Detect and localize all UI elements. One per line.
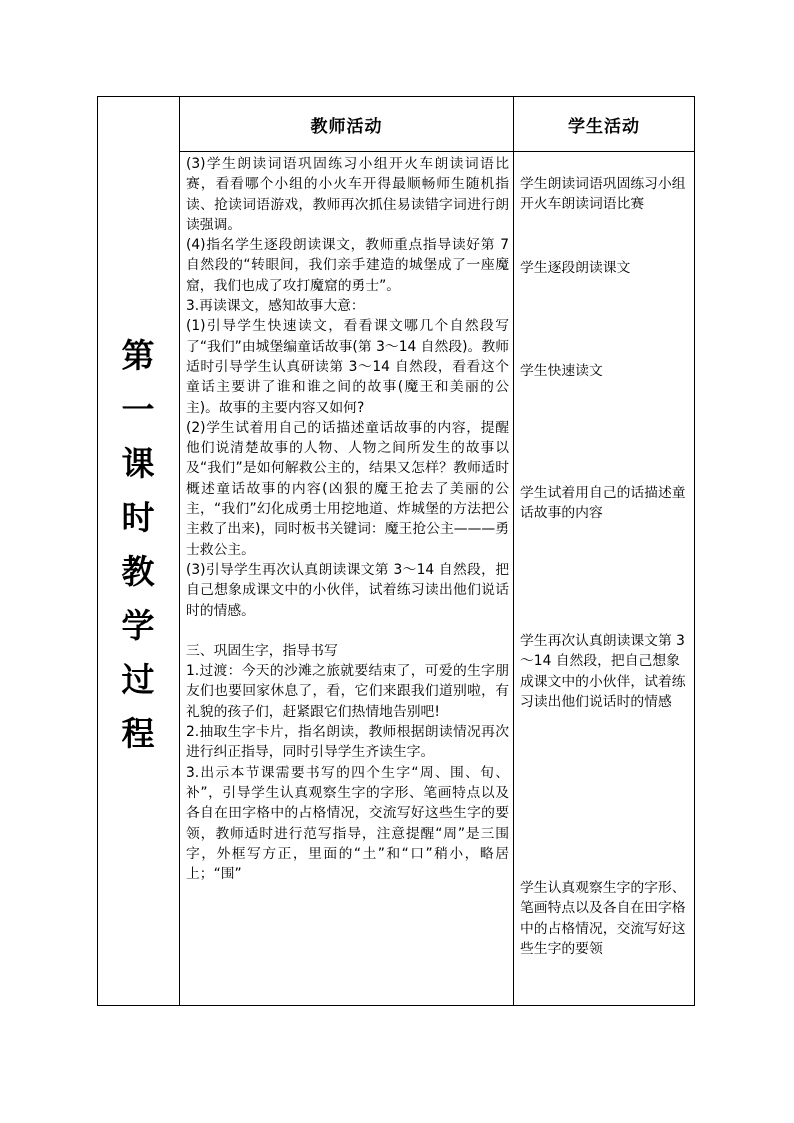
student-activity-item: 学生朗读词语巩固练习小组开火车朗读词语比赛 (520, 176, 686, 213)
table-header-row (98, 97, 695, 152)
teacher-activity-header: 教师活动 (180, 97, 514, 152)
teacher-activity-cell (180, 152, 514, 1006)
student-activity-header: 学生活动 (514, 97, 695, 152)
student-activity-item: 学生快速读文 (520, 363, 603, 379)
student-activity-item: 学生认真观察生字的字形、笔画特点以及各自在田字格中的占格情况，交流写好这些生字的要领 (520, 880, 686, 957)
table-body-row (98, 152, 695, 1006)
teacher-paragraph: 1.过渡：今天的沙滩之旅就要结束了，可爱的生字朋友们也要回家休息了，看，它们来跟我们道别啦，有礼貌的孩子们，赶紧跟它们热情地告别吧! (186, 663, 509, 720)
teacher-paragraph: (3)引导学生再次认真朗读课文第 3～14 自然段，把自己想象成课文中的小伙伴，试着练习读出他们说话时的情感。 (186, 561, 509, 619)
lesson-plan-table (97, 96, 695, 1006)
teacher-paragraph: 2.抽取生字卡片，指名朗读，教师根据朗读情况再次进行纠正指导，同时引导学生齐读生字。 (186, 724, 509, 761)
section-heading: 三、巩固生字，指导书写 (186, 642, 338, 659)
student-activity-item: 学生逐段朗读课文 (520, 260, 631, 276)
teacher-paragraph: 3.再读课文，感知故事大意： (186, 298, 365, 315)
side-title-cell (98, 97, 180, 1006)
teacher-paragraph: (4)指名学生逐段朗读课文，教师重点指导读好第 7 自然段的“转眼间，我们亲手建造的城堡成了一座魔窟，我们也成了攻打魔窟的勇士”。 (186, 237, 509, 294)
teacher-paragraph: 3.出示本节课需要书写的四个生字“周、围、旬、补”，引导学生认真观察生字的字形、笔画特点以及各自在田字格中的占格情况，交流写好这些生字的要领，教师适时进行范写指导，注意提醒“周”是三围字，外框写方正，里面的“土”和“口”稍小，略居上；“围” (186, 764, 509, 883)
side-title: 第一课时教学过程 (121, 336, 156, 753)
teacher-paragraph: (3)学生朗读词语巩固练习小组开火车朗读词语比赛，看看哪个小组的小火车开得最顺畅师生随机指读、抢读词语游戏，教师再次抓住易读错字词进行朗读强调。 (186, 156, 509, 233)
student-activity-item: 学生再次认真朗读课文第 3～14 自然段，把自己想象成课文中的小伙伴，试着练习读出他们说话时的情感 (520, 633, 686, 710)
teacher-paragraph: (2)学生试着用自己的话描述童话故事的内容，提醒他们说清楚故事的人物、人物之间所发生的故事以及“我们”是如何解救公主的，结果又怎样？教师适时概述童话故事的内容(凶狠的魔王抢去了美丽的公主，“我们”幻化成勇士用挖地道、炸城堡的方法把公主救了出来)，同时板书关键词：魔王抢公主———勇士救公主。 (186, 419, 509, 558)
student-activity-item: 学生试着用自己的话描述童话故事的内容 (520, 485, 686, 522)
teacher-paragraph: (1)引导学生快速读文，看看课文哪几个自然段写了“我们”由城堡编童话故事(第 3～14 自然段)。教师适时引导学生认真研读第 3～14 自然段，看看这个童话主要讲了谁和谁之间的故事(魔王和美丽的公主)。故事的主要内容又如何? (186, 318, 509, 416)
student-activity-cell (514, 152, 695, 1006)
